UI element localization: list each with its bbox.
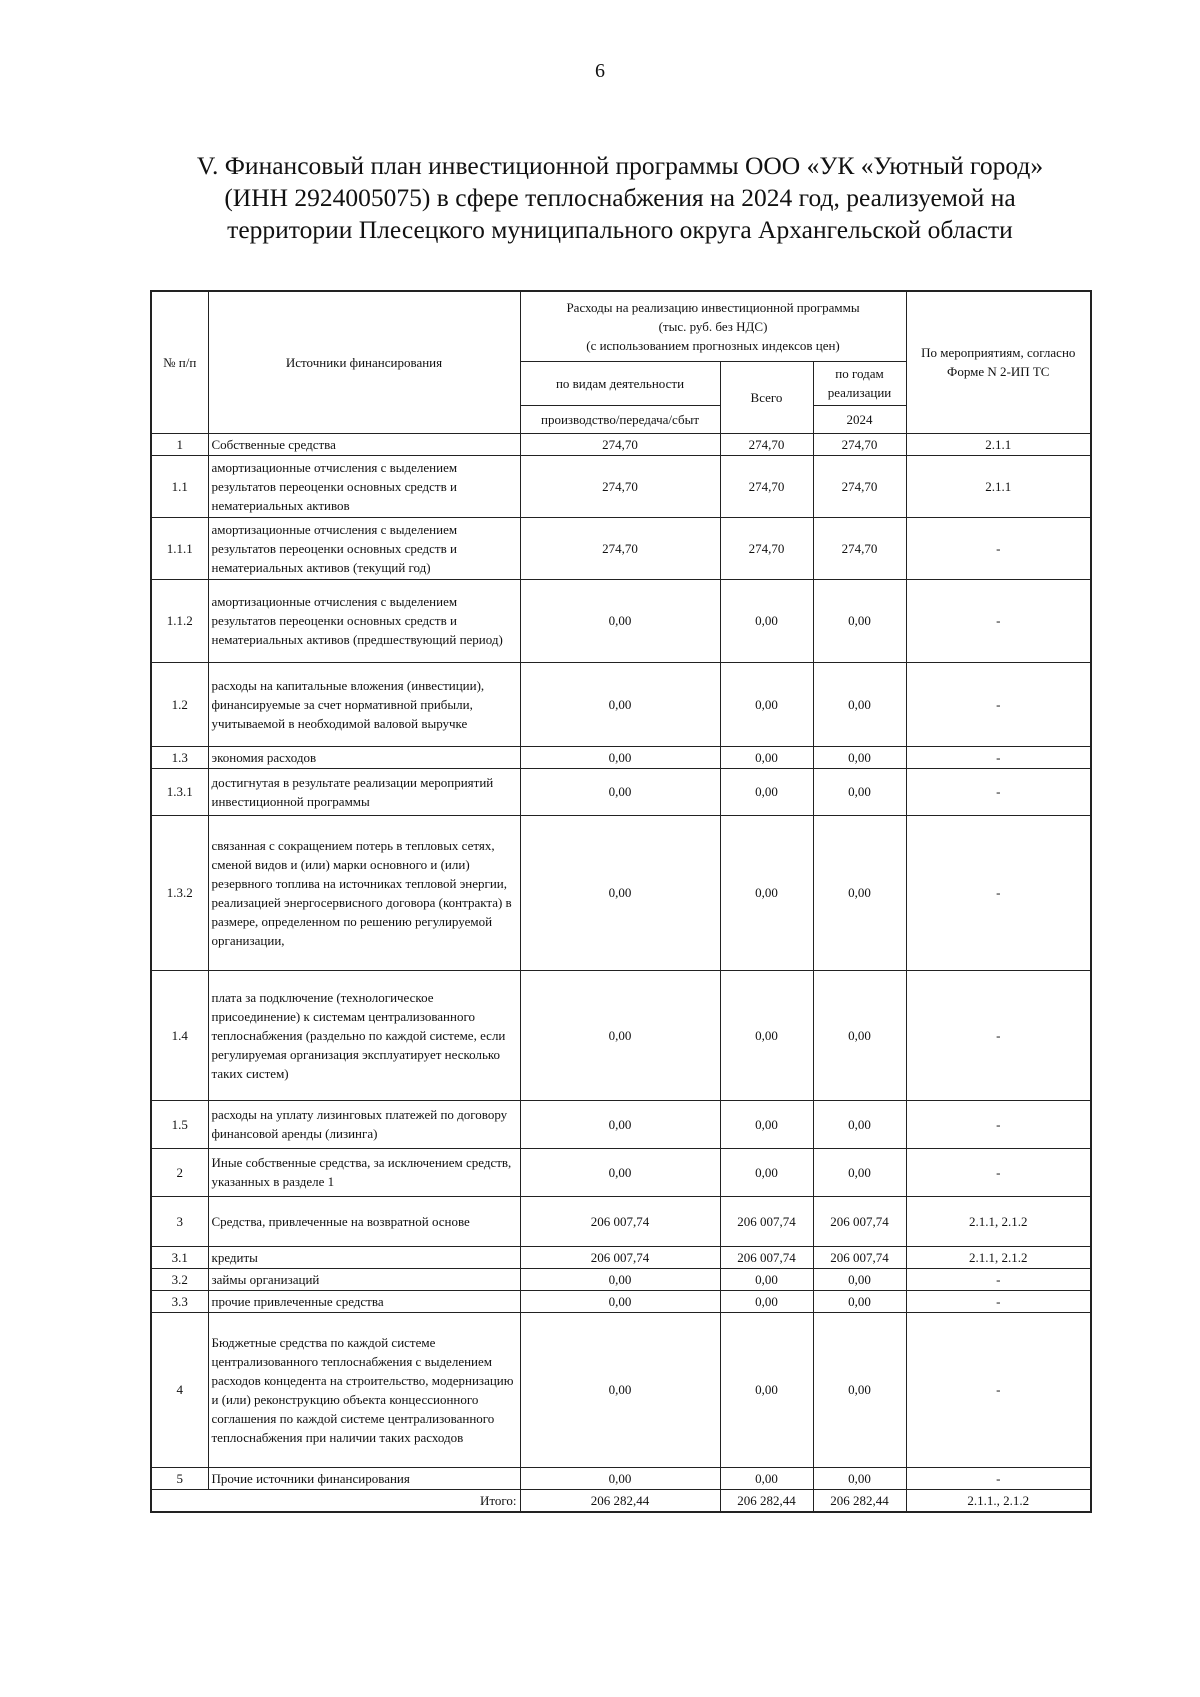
table-row (151, 517, 1091, 579)
row-source: амортизационные отчисления с выделением результатов переоценки основных средств и нематериальных активов (предшествующий период) (208, 579, 520, 662)
row-num: 3.1 (151, 1246, 208, 1268)
header-expenses-line-3: (с использованием прогнозных индексов цен) (586, 337, 840, 353)
row-measure-code: - (906, 1148, 1091, 1196)
row-num: 3.2 (151, 1268, 208, 1290)
table-row (151, 1100, 1091, 1148)
row-num: 1.5 (151, 1100, 208, 1148)
row-source: достигнутая в результате реализации мероприятий инвестиционной программы (208, 768, 520, 815)
row-num: 4 (151, 1312, 208, 1467)
table-row (151, 579, 1091, 662)
table-row (151, 1148, 1091, 1196)
table-row (151, 1312, 1091, 1467)
row-measure-code: 2.1.1, 2.1.2 (906, 1196, 1091, 1246)
header-expenses (520, 291, 906, 361)
row-source: прочие привлеченные средства (208, 1290, 520, 1312)
row-year-value: 274,70 (813, 517, 906, 579)
title-line-2: (ИНН 2924005075) в сфере теплоснабжения на 2024 год, реализуемой на (224, 183, 1016, 212)
row-year-value: 0,00 (813, 1148, 906, 1196)
financing-table (150, 290, 1092, 1513)
total-measure-code: 2.1.1., 2.1.2 (906, 1489, 1091, 1512)
header-year: 2024 (813, 405, 906, 433)
row-source: Иные собственные средства, за исключением средств, указанных в разделе 1 (208, 1148, 520, 1196)
header-total: Всего (720, 361, 813, 433)
row-total-value: 274,70 (720, 433, 813, 455)
row-source: кредиты (208, 1246, 520, 1268)
row-year-value: 0,00 (813, 1312, 906, 1467)
row-num: 1.2 (151, 662, 208, 746)
row-total-value: 206 007,74 (720, 1196, 813, 1246)
header-activity-name: производство/передача/сбыт (520, 405, 720, 433)
row-year-value: 0,00 (813, 1290, 906, 1312)
row-year-value: 0,00 (813, 815, 906, 970)
row-num: 1.1.1 (151, 517, 208, 579)
row-measure-code: - (906, 579, 1091, 662)
row-measure-code: - (906, 662, 1091, 746)
row-year-value: 0,00 (813, 768, 906, 815)
row-activity-value: 274,70 (520, 455, 720, 517)
total-total-value: 206 282,44 (720, 1489, 813, 1512)
table-row (151, 768, 1091, 815)
table-row (151, 970, 1091, 1100)
total-year-value: 206 282,44 (813, 1489, 906, 1512)
row-year-value: 206 007,74 (813, 1246, 906, 1268)
header-source: Источники финансирования (208, 291, 520, 433)
row-source: займы организаций (208, 1268, 520, 1290)
row-total-value: 0,00 (720, 815, 813, 970)
row-num: 3 (151, 1196, 208, 1246)
row-activity-value: 274,70 (520, 517, 720, 579)
row-activity-value: 0,00 (520, 746, 720, 768)
page-title (150, 150, 1090, 246)
header-num: № п/п (151, 291, 208, 433)
row-total-value: 0,00 (720, 1467, 813, 1489)
row-source: амортизационные отчисления с выделением результатов переоценки основных средств и нематериальных активов (текущий год) (208, 517, 520, 579)
row-num: 1.1.2 (151, 579, 208, 662)
row-activity-value: 0,00 (520, 1467, 720, 1489)
table-row (151, 433, 1091, 455)
row-source: расходы на капитальные вложения (инвестиции), финансируемые за счет нормативной прибыли, учитываемой в необходимой валовой выручке (208, 662, 520, 746)
row-year-value: 0,00 (813, 970, 906, 1100)
row-measure-code: - (906, 1268, 1091, 1290)
row-measure-code: - (906, 1290, 1091, 1312)
table-row (151, 1467, 1091, 1489)
row-activity-value: 0,00 (520, 815, 720, 970)
row-num: 1.3.1 (151, 768, 208, 815)
row-total-value: 0,00 (720, 1312, 813, 1467)
title-line-1: V. Финансовый план инвестиционной программы ООО «УК «Уютный город» (196, 151, 1044, 180)
row-total-value: 274,70 (720, 455, 813, 517)
row-source: экономия расходов (208, 746, 520, 768)
row-total-value: 274,70 (720, 517, 813, 579)
total-label: Итого: (151, 1489, 520, 1512)
row-total-value: 0,00 (720, 970, 813, 1100)
table-row (151, 662, 1091, 746)
header-expenses-line-2: (тыс. руб. без НДС) (658, 318, 768, 334)
row-num: 1.3.2 (151, 815, 208, 970)
row-year-value: 0,00 (813, 1100, 906, 1148)
row-measure-code: - (906, 815, 1091, 970)
table-row (151, 1290, 1091, 1312)
header-by-years: по годам реализации (813, 361, 906, 405)
row-measure-code: - (906, 1467, 1091, 1489)
row-activity-value: 206 007,74 (520, 1246, 720, 1268)
row-activity-value: 0,00 (520, 662, 720, 746)
row-source: расходы на уплату лизинговых платежей по договору финансовой аренды (лизинга) (208, 1100, 520, 1148)
row-activity-value: 0,00 (520, 768, 720, 815)
row-activity-value: 0,00 (520, 1312, 720, 1467)
row-year-value: 0,00 (813, 662, 906, 746)
row-measure-code: 2.1.1 (906, 433, 1091, 455)
row-year-value: 274,70 (813, 455, 906, 517)
row-source: амортизационные отчисления с выделением результатов переоценки основных средств и нематериальных активов (208, 455, 520, 517)
row-source: плата за подключение (технологическое присоединение) к системам централизованного теплоснабжения (раздельно по каждой системе, если регулируемая организация эксплуатирует несколько таких систем) (208, 970, 520, 1100)
row-total-value: 0,00 (720, 1290, 813, 1312)
header-by-activity: по видам деятельности (520, 361, 720, 405)
row-measure-code: 2.1.1 (906, 455, 1091, 517)
row-year-value: 206 007,74 (813, 1196, 906, 1246)
row-measure-code: 2.1.1, 2.1.2 (906, 1246, 1091, 1268)
row-num: 1.3 (151, 746, 208, 768)
row-source: Бюджетные средства по каждой системе централизованного теплоснабжения с выделением расходов концедента на строительство, модернизацию и (или) реконструкцию объекта концессионного соглашения по каждой системе централизованного теплоснабжения при наличии таких расходов (208, 1312, 520, 1467)
row-source: связанная с сокращением потерь в тепловых сетях, сменой видов и (или) марки основного и (или) резервного топлива на источниках тепловой энергии, реализацией энергосервисного договора (контракта) в размере, определенном по решению регулируемой организации, (208, 815, 520, 970)
row-year-value: 274,70 (813, 433, 906, 455)
row-num: 1.4 (151, 970, 208, 1100)
row-total-value: 0,00 (720, 746, 813, 768)
row-source: Средства, привлеченные на возвратной основе (208, 1196, 520, 1246)
row-total-value: 0,00 (720, 768, 813, 815)
row-year-value: 0,00 (813, 1268, 906, 1290)
row-total-value: 0,00 (720, 1148, 813, 1196)
row-activity-value: 0,00 (520, 579, 720, 662)
title-line-3: территории Плесецкого муниципального округа Архангельской области (227, 215, 1013, 244)
row-measure-code: - (906, 746, 1091, 768)
row-source: Прочие источники финансирования (208, 1467, 520, 1489)
row-year-value: 0,00 (813, 1467, 906, 1489)
table-row (151, 1196, 1091, 1246)
row-num: 5 (151, 1467, 208, 1489)
row-activity-value: 274,70 (520, 433, 720, 455)
total-row (151, 1489, 1091, 1512)
table-row (151, 1246, 1091, 1268)
row-total-value: 0,00 (720, 579, 813, 662)
row-num: 1.1 (151, 455, 208, 517)
row-activity-value: 0,00 (520, 1148, 720, 1196)
header-measures: По мероприятиям, согласно Форме N 2-ИП ТС (906, 291, 1091, 433)
row-num: 3.3 (151, 1290, 208, 1312)
row-total-value: 0,00 (720, 1268, 813, 1290)
table-row (151, 455, 1091, 517)
row-activity-value: 0,00 (520, 1290, 720, 1312)
row-total-value: 206 007,74 (720, 1246, 813, 1268)
row-measure-code: - (906, 1100, 1091, 1148)
row-activity-value: 0,00 (520, 1100, 720, 1148)
page-number: 6 (595, 60, 605, 82)
row-num: 2 (151, 1148, 208, 1196)
header-expenses-line-1: Расходы на реализацию инвестиционной программы (566, 299, 860, 315)
table-row (151, 746, 1091, 768)
row-measure-code: - (906, 517, 1091, 579)
row-year-value: 0,00 (813, 746, 906, 768)
table-row (151, 1268, 1091, 1290)
row-total-value: 0,00 (720, 662, 813, 746)
row-measure-code: - (906, 1312, 1091, 1467)
row-measure-code: - (906, 768, 1091, 815)
row-num: 1 (151, 433, 208, 455)
total-activity-value: 206 282,44 (520, 1489, 720, 1512)
row-activity-value: 206 007,74 (520, 1196, 720, 1246)
row-measure-code: - (906, 970, 1091, 1100)
row-activity-value: 0,00 (520, 970, 720, 1100)
table-row (151, 815, 1091, 970)
row-source: Собственные средства (208, 433, 520, 455)
row-year-value: 0,00 (813, 579, 906, 662)
row-total-value: 0,00 (720, 1100, 813, 1148)
row-activity-value: 0,00 (520, 1268, 720, 1290)
